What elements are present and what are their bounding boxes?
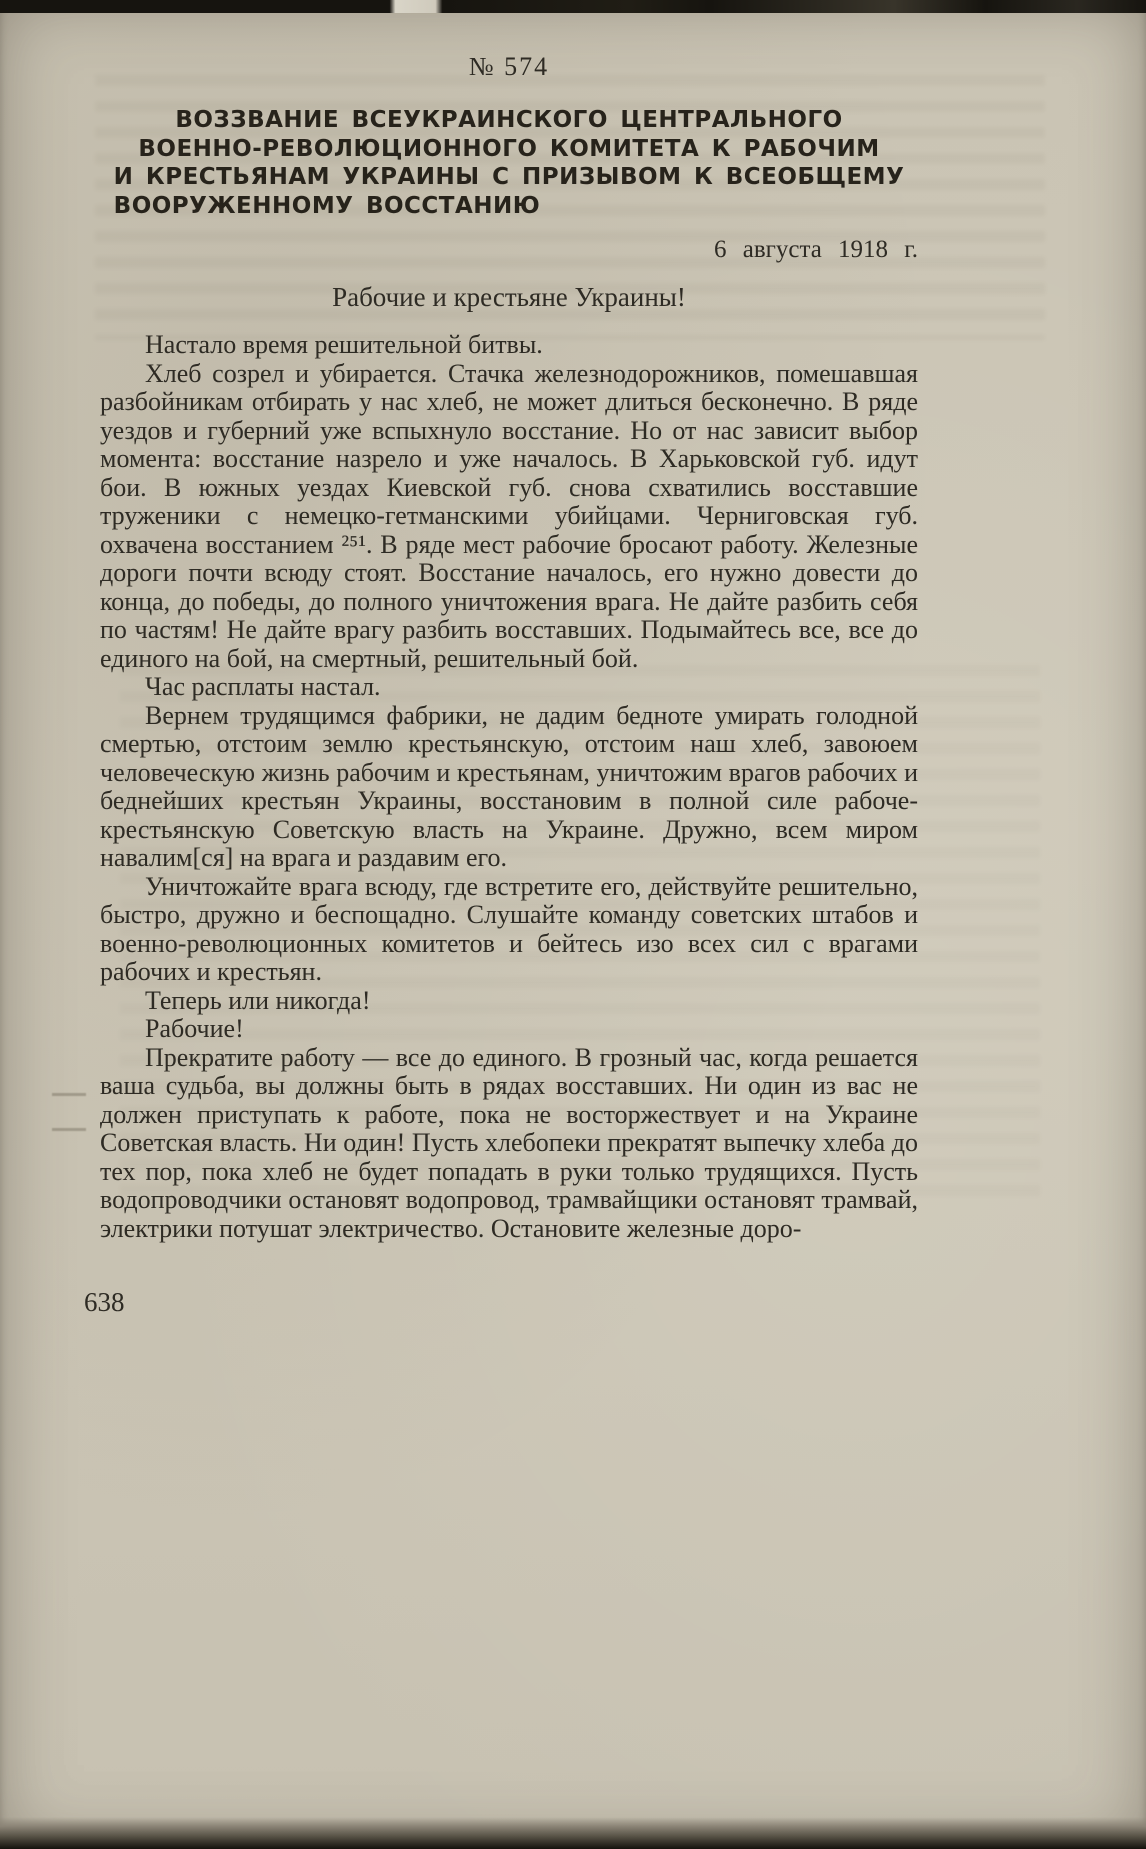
paragraph: Час расплаты настал. — [145, 672, 381, 701]
paragraph: Теперь или никогда! — [145, 985, 371, 1015]
page-number: 638 — [84, 1287, 125, 1317]
margin-smudge — [52, 1128, 86, 1131]
title-line: ВОЗЗВАНИЕ ВСЕУКРАИНСКОГО ЦЕНТРАЛЬНОГО — [175, 107, 843, 133]
paragraph: Уничтожайте врага всюду, где встретите его, действуйте решительно, быстро, дружно и беспощадно. Слушайте команду советских штабов и военно-революционных комитетов и бейтесь изо всех сил с врагами рабочих и крестьян. — [100, 871, 918, 986]
document-body — [100, 331, 918, 1243]
title-line: И КРЕСТЬЯНАМ УКРАИНЫ С ПРИЗЫВОМ К ВСЕОБЩЕМУ — [113, 164, 905, 190]
margin-smudge — [52, 1093, 86, 1096]
document-content — [84, 52, 918, 1318]
document-date: 6 августа 1918 г. — [713, 236, 918, 263]
paragraph: Настало время решительной битвы. — [145, 330, 543, 359]
title-line: ВООРУЖЕННОМУ ВОССТАНИЮ — [113, 192, 541, 219]
document-title — [114, 106, 905, 220]
paragraph: Вернем трудящимся фабрики, не дадим бедноте умирать голодной смертью, отстоим землю крестьянскую, отстоим наш хлеб, завоюем человеческую жизнь рабочим и крестьянам, уничтожим врагов рабочих и беднейших крестьян Украины, восстановим в полной силе рабоче-крестьянскую Советскую власть на Украине. Дружно, всем миром навалим[ся] на врага и раздавим его. — [100, 700, 918, 872]
paragraph: Хлеб созрел и убирается. Стачка железнодорожников, помешавшая разбойникам отбирать у нас хлеб, не может длиться бесконечно. В ряде уездов и губерний уже вспыхнуло восстание. Но от нас зависит выбор момента: восстание назрело и уже началось. В Харьковской губ. идут бои. В южных уездах Киевской губ. снова схватились восставшие труженики с немецко-гетманскими убийцами. Черниговская губ. охвачена восстанием ²⁵¹. В ряде мест рабочие бросают работу. Железные дороги почти всюду стоят. Восстание началось, его нужно довести до конца, до победы, до полного уничтожения врага. Не дайте разбить себя по частям! Не дайте врагу разбить восставших. Подымайтесь все, все до единого на бой, на смертный, решительный бой. — [100, 358, 918, 673]
document-number: № 574 — [468, 52, 550, 81]
paragraph: Прекратите работу — все до единого. В грозный час, когда решается ваша судьба, вы должны быть в рядах восставших. Ни один из вас не должен приступать к работе, пока не восторжествует и на Украине Советская власть. Ни один! Пусть хлебопеки прекратят выпечку хлеба до тех пор, пока хлеб не будет попадать в руки только трудящихся. Пусть водопроводчики остановят водопровод, трамвайщики остановят трамвай, электрики потушат электричество. Остановите железные доро- — [100, 1042, 918, 1243]
paragraph: Рабочие! — [145, 1014, 244, 1043]
document-salutation: Рабочие и крестьяне Украины! — [332, 282, 686, 312]
scan-edge-top — [0, 0, 1146, 13]
title-line: ВОЕННО-РЕВОЛЮЦИОННОГО КОМИТЕТА К РАБОЧИМ — [138, 135, 880, 162]
scan-edge-bottom — [0, 1817, 1146, 1849]
